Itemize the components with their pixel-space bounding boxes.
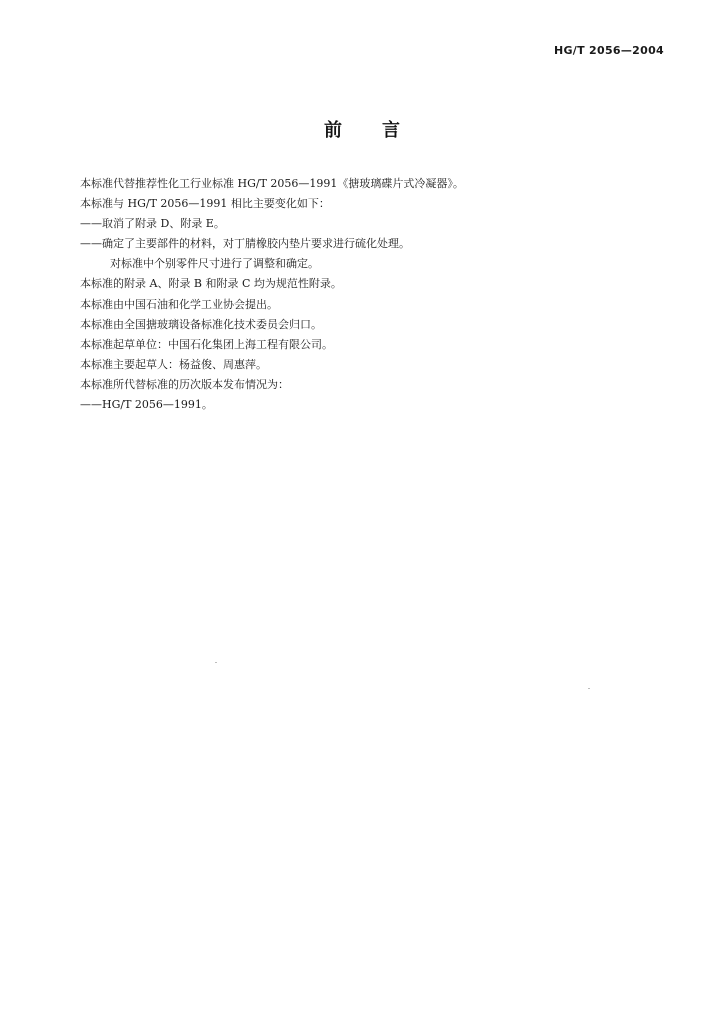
paragraph-history-intro: 本标准所代替标准的历次版本发布情况为：: [80, 377, 289, 391]
paragraph-centralized-by: 本标准由全国搪玻璃设备标准化技术委员会归口。: [80, 317, 322, 331]
paragraph-drafters: 本标准主要起草人：杨益俊、周惠萍。: [80, 357, 267, 371]
change-item-2-continued: 对标准中个别零件尺寸进行了调整和确定。: [110, 257, 319, 271]
page-title: 前言: [324, 120, 440, 141]
history-item-1: ——HG/T 2056—1991。: [80, 398, 213, 412]
scan-speck: [215, 662, 217, 663]
change-item-2: ——确定了主要部件的材料，对丁腈橡胶内垫片要求进行硫化处理。: [80, 237, 410, 251]
paragraph-proposed-by: 本标准由中国石油和化学工业协会提出。: [80, 297, 278, 311]
standard-number: HG/T 2056—2004: [553, 44, 664, 57]
change-item-1: ——取消了附录 D、附录 E。: [80, 217, 225, 231]
paragraph-replaces: 本标准代替推荐性化工行业标准 HG/T 2056—1991《搪玻璃碟片式冷凝器》。: [80, 177, 464, 190]
foreword-body: [80, 174, 670, 415]
scan-speck: [588, 688, 590, 689]
paragraph-appendices: 本标准的附录 A、附录 B 和附录 C 均为规范性附录。: [80, 277, 342, 291]
paragraph-changes-intro: 本标准与 HG/T 2056—1991 相比主要变化如下：: [80, 197, 330, 211]
paragraph-drafting-unit: 本标准起草单位：中国石化集团上海工程有限公司。: [80, 337, 333, 351]
